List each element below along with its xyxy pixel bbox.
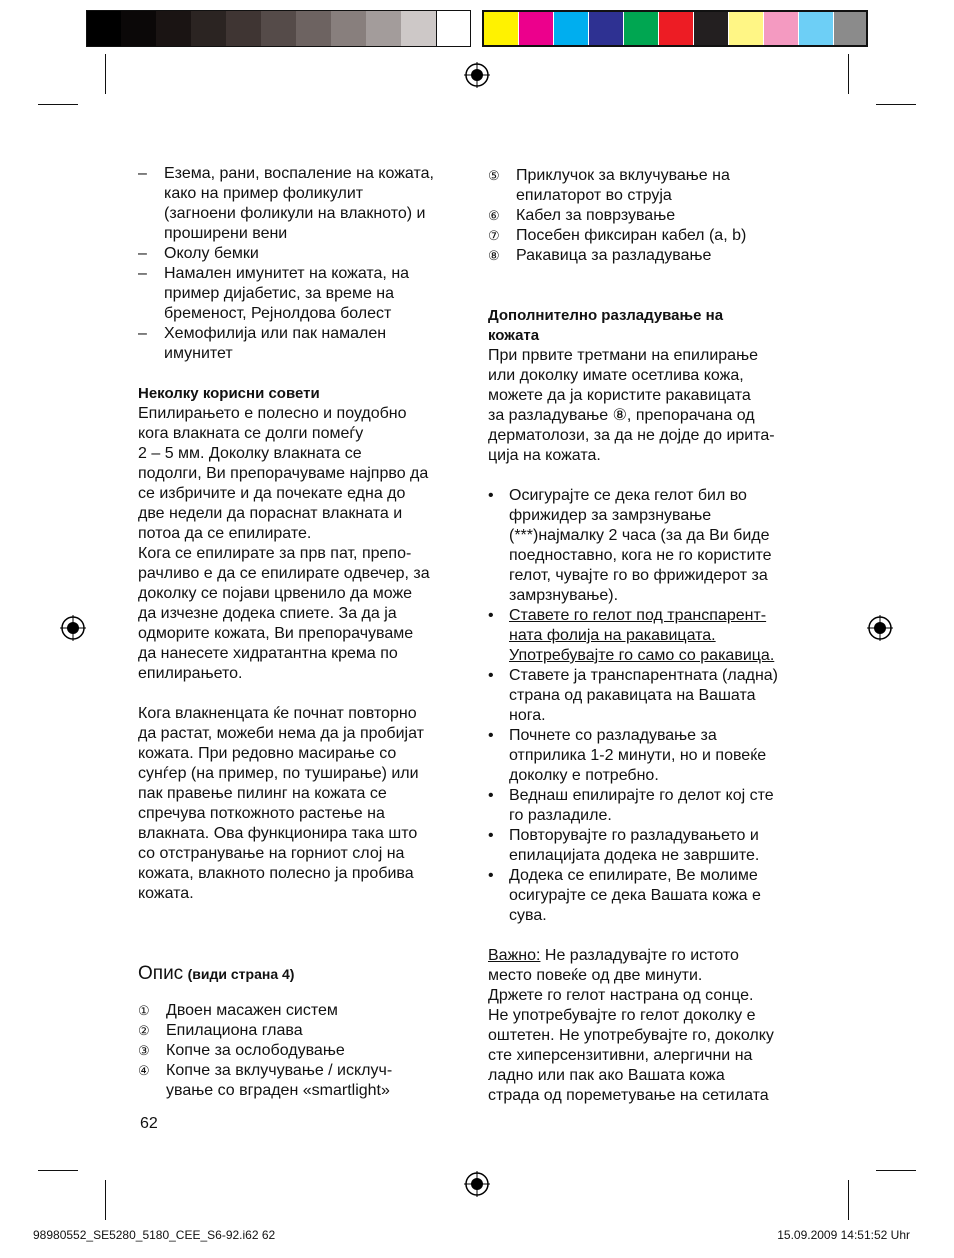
text-line: потоа да се епилирате. (138, 525, 312, 542)
underlined-text: ната фолија на ракавицата. (509, 627, 716, 644)
text-line: подолги, Ви препорачуваме најпрво да (138, 465, 429, 482)
section-subtitle: (види страна 4) (187, 966, 295, 982)
tips-paragraph (138, 404, 468, 684)
text-line: да изчезне додека спиете. За да ја (138, 605, 397, 622)
important-label: Важно: (488, 947, 541, 964)
list-item: ⑥ Кабел за поврзување (488, 207, 676, 224)
gray-strip-frame (86, 10, 471, 47)
underlined-text: Употребувајте го само со ракавица. (509, 647, 775, 664)
text-line: Кога се епилирате за прв пат, препо- (138, 545, 412, 562)
bullet-marker: • (488, 787, 494, 804)
cooling-heading (488, 306, 818, 346)
text-line: рачливо е да се епилирате одвечер, за (138, 565, 430, 582)
text-line: ција на кожата. (488, 447, 601, 464)
registration-mark-icon (464, 1171, 490, 1197)
text-line: епилирањето. (138, 665, 243, 682)
list-item: • Осигурајте се дека гелот бил во фрижидер за замрзнување (***)најмалку 2 часа (за да Ви биде поедноставно, кога не го користите гелот, чувајте го во фрижидерот за замрзнување). (488, 487, 772, 604)
item-number: ⑦ (488, 228, 500, 243)
list-item: • Ставете ја транспарентната (ладна) страна од ракавицата на Вашата нога. (488, 667, 778, 724)
text-line: место повеќе од две минути. (488, 967, 703, 984)
text-line: кожата. (138, 885, 194, 902)
text-line: или доколку имате осетлива кожа, (488, 367, 744, 384)
text-line: за разладување ⑧, препорачана од (488, 407, 755, 424)
text-line: со отстранување на горниот слој на (138, 845, 405, 862)
item-number: ⑥ (488, 208, 500, 223)
list-item (488, 606, 818, 666)
bullet-marker: • (488, 867, 494, 884)
right-column (488, 166, 818, 1106)
text-line: можете да ја користите ракавицата (488, 387, 751, 404)
text-line: одморите кожата, Ви препорачуваме (138, 625, 414, 642)
list-item: – Езема, рани, воспаление на кожата, како на пример фоликулит (загноени фоликули на влакното) и проширени вени (138, 165, 434, 242)
cooling-steps-list (488, 486, 818, 926)
registration-mark-icon (464, 62, 490, 88)
text-line: При првите третмани на епилирање (488, 347, 758, 364)
text-line: дерматолози, за да не дојде до ирита- (488, 427, 775, 444)
bullet-marker: • (488, 827, 494, 844)
text-line: оштетен. Не употребувајте го, доколку (488, 1027, 774, 1044)
important-first-line: Не разладувајте го истото (540, 947, 739, 964)
parts-list (138, 1001, 468, 1101)
text-line: се избричите и да почекате една до (138, 485, 406, 502)
text-line: доколку се појави црвенило да може (138, 585, 413, 602)
text-line: влакната. Ова функционира така што (138, 825, 418, 842)
list-item: ② Епилациона глава (138, 1022, 303, 1039)
item-number: ① (138, 1003, 150, 1018)
list-item: ⑦ Посебен фиксиран кабел (a, b) (488, 227, 747, 244)
dash-marker: – (138, 245, 147, 262)
text-line: сунѓер (на пример, по туширање) или (138, 765, 419, 782)
item-number: ⑤ (488, 168, 500, 183)
list-item: • Додека се епилирате, Ве молиме осигурајте се дека Вашата кожа е сува. (488, 867, 761, 924)
item-number: ⑧ (488, 248, 500, 263)
important-note (488, 946, 818, 966)
text-line: да растат, можеби нема да ја пробијат (138, 725, 424, 742)
text-line: Држете го гелот настрана од сонце. (488, 987, 754, 1004)
item-number: ② (138, 1023, 150, 1038)
page-number: 62 (140, 1115, 158, 1132)
list-item: ① Двоен масажен систем (138, 1002, 338, 1019)
tips-heading: Неколку корисни совети (138, 385, 320, 402)
list-item: • Веднаш епилирајте го делот кој сте го разладиле. (488, 787, 774, 824)
description-section (138, 962, 468, 1101)
important-note-body (488, 966, 818, 1106)
text-line: сте хиперсензитивни, алергични на (488, 1047, 753, 1064)
registration-mark-icon (867, 615, 893, 641)
text-line: кожата, влакното полесно ја пробива (138, 865, 414, 882)
list-item: – Околу бемки (138, 245, 259, 262)
underlined-text: Ставете го гелот под транспарент- (509, 607, 767, 624)
text-line: да нанесете хидратантна крема по (138, 645, 398, 662)
list-item: ⑤ Приклучок за вклучување на епилаторот во струја (488, 167, 730, 204)
dash-marker: – (138, 325, 147, 342)
bullet-marker: • (488, 727, 494, 744)
cooling-paragraph (488, 346, 818, 466)
left-column (138, 164, 468, 904)
text-line: Кога влакненцата ќе почнат повторно (138, 705, 417, 722)
text-line: спречува поткожното растење на (138, 805, 385, 822)
print-file-info: 98980552_SE5280_5180_CEE_S6-92.i62 62 (33, 1228, 276, 1242)
text-line: 2 – 5 мм. Доколку влакната се (138, 445, 362, 462)
section-title: Опис (138, 963, 184, 984)
heading-line: кожата (488, 327, 540, 344)
color-strip-frame (482, 10, 868, 47)
list-item: ③ Копче за ослободување (138, 1042, 345, 1059)
bullet-marker: • (488, 607, 494, 624)
text-line: кога влакната се долги помеѓу (138, 425, 364, 442)
text-line: кожата. При редовно масирање со (138, 745, 397, 762)
list-item: • Почнете со разладување за отприлика 1-2 минути, но и повеќе доколку е потребно. (488, 727, 767, 784)
dash-marker: – (138, 165, 147, 182)
bullet-marker: • (488, 487, 494, 504)
contraindications-list (138, 164, 468, 364)
list-item: – Хемофилија или пак намален имунитет (138, 325, 387, 362)
print-timestamp: 15.09.2009 14:51:52 Uhr (777, 1228, 910, 1242)
text-line: ладно или пак ако Вашата кожа (488, 1067, 725, 1084)
dash-marker: – (138, 265, 147, 282)
list-item: ④ Копче за вклучување / исклуч- ување со вграден «smartlight» (138, 1062, 393, 1099)
text-line: Не употребувајте го гелот доколку е (488, 1007, 756, 1024)
tips-paragraph (138, 704, 468, 904)
parts-list-continued (488, 166, 818, 266)
list-item: • Повторувајте го разладувањето и епилацијата додека не завршите. (488, 827, 760, 864)
bullet-marker: • (488, 667, 494, 684)
item-number: ③ (138, 1043, 150, 1058)
text-line: Епилирањето е полесно и поудобно (138, 405, 407, 422)
list-item: ⑧ Ракавица за разладување (488, 247, 712, 264)
registration-mark-icon (60, 615, 86, 641)
text-line: страда од пореметување на сетилата (488, 1087, 769, 1104)
text-line: пак правење пилинг на кожата се (138, 785, 387, 802)
item-number: ④ (138, 1063, 150, 1078)
heading-line: Дополнително разладување на (488, 307, 724, 324)
list-item: – Намален имунитет на кожата, на пример дијабетис, за време на бременост, Рејнолдова болест (138, 265, 410, 322)
text-line: две недели да пораснат влакната и (138, 505, 403, 522)
